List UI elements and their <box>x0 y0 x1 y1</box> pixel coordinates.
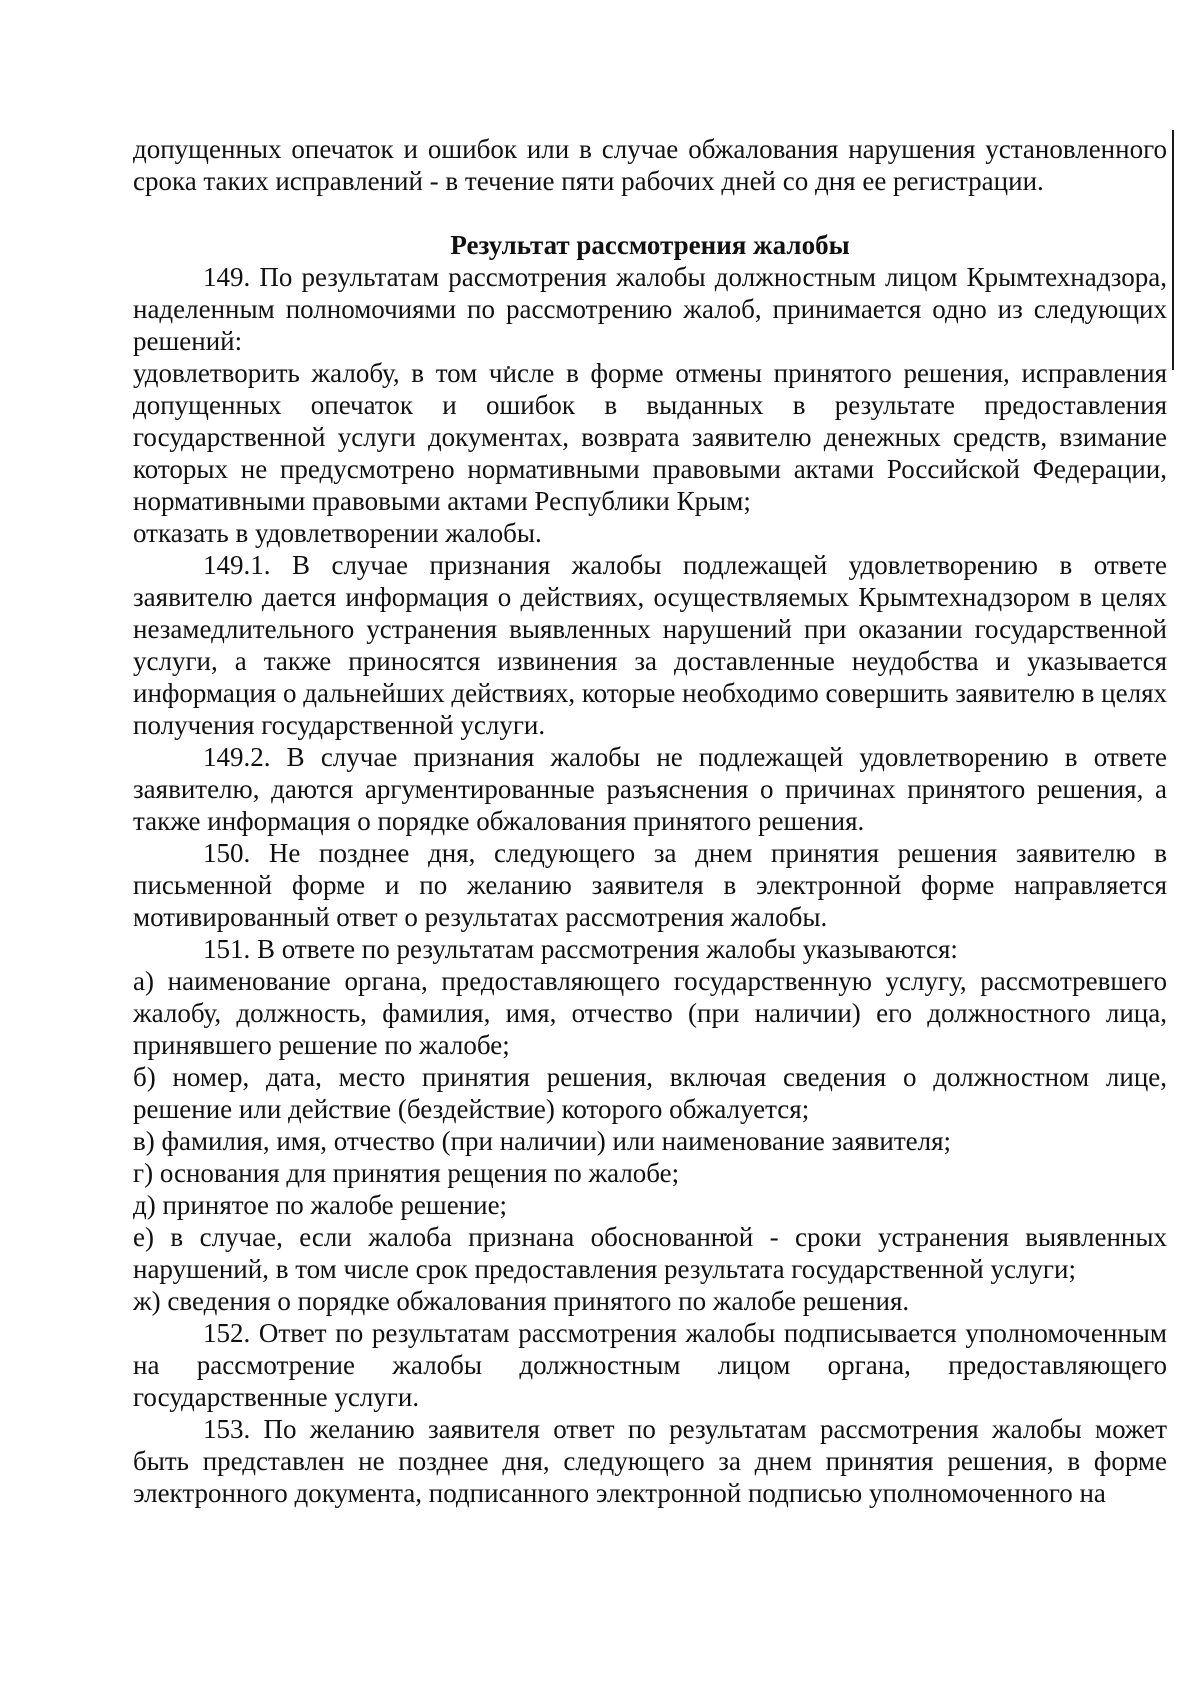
list-item-e: е) в случае, если жалоба признана обоснованной - сроки устранения выявленных нарушений, в том числе срок предоставления результата государственной услуги; <box>133 1222 1167 1284</box>
paragraph-150: 150. Не позднее дня, следующего за днем принятия решения заявителю в письменной форме и по желанию заявителя в электронной форме направляется мотивированный ответ о результатах рассмотрения жалобы. <box>133 838 1167 932</box>
section-heading: Результат рассмотрения жалобы <box>450 230 850 260</box>
list-item-v: в) фамилия, имя, отчество (при наличии) или наименование заявителя; <box>133 1126 952 1156</box>
paragraph-149-option-satisfy: удовлетворить жалобу, в том числе в форме отмены принятого решения, исправления допущенных опечаток и ошибок в выданных в результате предоставления государственной услуги документах, возврата заявителю денежных средств, взимание которых не предусмотрено нормативными правовыми актами Российской Федерации, нормативными правовыми актами Республики Крым; <box>133 358 1167 516</box>
scan-margin-line <box>1172 130 1174 370</box>
list-item-b: б) номер, дата, место принятия решения, включая сведения о должностном лице, решение или действие (бездействие) которого обжалуется; <box>133 1062 1167 1124</box>
list-item-d: д) принятое по жалобе решение; <box>133 1190 508 1220</box>
paragraph-151: 151. В ответе по результатам рассмотрения жалобы указываются: <box>203 934 958 964</box>
document-body <box>133 133 1167 1509</box>
paragraph-152: 152. Ответ по результатам рассмотрения жалобы подписывается уполномоченным на рассмотрение жалобы должностным лицом органа, предоставляющего государственные услуги. <box>133 1318 1167 1412</box>
paragraph-149-1: 149.1. В случае признания жалобы подлежащей удовлетворению в ответе заявителю дается информация о действиях, осуществляемых Крымтехнадзором в целях незамедлительного устранения выявленных нарушений при оказании государственной услуги, а также приносятся извинения за доставленные неудобства и указывается информация о дальнейших действиях, которые необходимо совершить заявителю в целях получения государственной услуги. <box>133 550 1167 740</box>
paragraph-149-option-refuse: отказать в удовлетворении жалобы. <box>133 518 542 548</box>
list-item-a: а) наименование органа, предоставляющего государственную услугу, рассмотревшего жалобу, должность, фамилия, имя, отчество (при наличии) его должностного лица, принявшего решение по жалобе; <box>133 966 1167 1060</box>
paragraph-149: 149. По результатам рассмотрения жалобы должностным лицом Крымтехнадзора, наделенным полномочиями по рассмотрению жалоб, принимается одно из следующих решений: <box>133 262 1167 356</box>
paragraph-153: 153. По желанию заявителя ответ по результатам рассмотрения жалобы может быть представлен не позднее дня, следующего за днем принятия решения, в форме электронного документа, подписанного электронной подписью уполномоченного на <box>133 1414 1167 1508</box>
list-item-g: г) основания для принятия рещения по жалобе; <box>133 1158 680 1188</box>
paragraph-continuation: допущенных опечаток и ошибок или в случае обжалования нарушения установленного срока таких исправлений - в течение пяти рабочих дней со дня ее регистрации. <box>133 134 1167 196</box>
paragraph-149-2: 149.2. В случае признания жалобы не подлежащей удовлетворению в ответе заявителю, даются аргументированные разъяснения о причинах принятого решения, а также информация о порядке обжалования принятого решения. <box>133 742 1167 836</box>
list-item-zh: ж) сведения о порядке обжалования принятого по жалобе решения. <box>133 1286 910 1316</box>
